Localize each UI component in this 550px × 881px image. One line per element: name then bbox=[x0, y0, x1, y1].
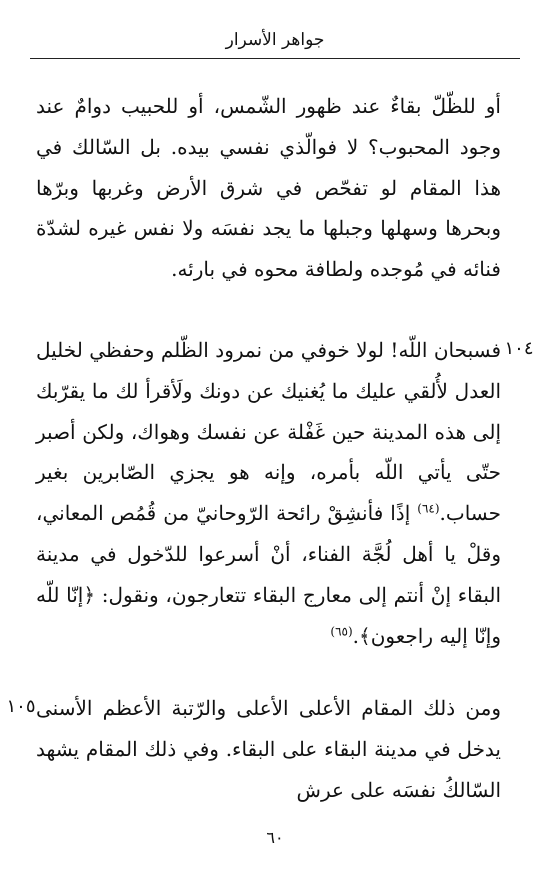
paragraph-text bbox=[36, 330, 501, 656]
running-header-title: جواهر الأسرار bbox=[225, 30, 325, 50]
paragraph-text-part: فسبحان اللّه! لولا خوفي من نمرود الظّلم وحفظي لخليل العدل لأُلقي عليك ما يُغنيك عن دونك ولَأقرأ لك ما يقرّبك إلى هذه المدينة حين غَفْلة عن نفسك وهواك، ولكن أصبر حتّى يأتي اللّه بأمره، وإنه هو يجزي الصّابرين بغير حساب. bbox=[36, 338, 501, 526]
paragraph-number: ١٠٥ bbox=[6, 696, 36, 717]
footnote-reference: (٦٤) bbox=[417, 501, 440, 516]
paragraph-104 bbox=[36, 330, 501, 656]
paragraph-105 bbox=[36, 688, 501, 810]
paragraph-text: ومن ذلك المقام الأعلى الأعلى والرّتبة الأعظم الأسنى يدخل في مدينة البقاء على البقاء. وفي ذلك المقام يشهد السّالكُ نفسَه على عرش bbox=[36, 696, 501, 802]
page-number: ٦٠ bbox=[266, 828, 284, 847]
paragraph-continuation bbox=[36, 86, 501, 290]
paragraph-text-part: إذًا فأنشِقْ رائحة الرّوحانيّ من قُمُص المعاني، وقلْ يا أهل لُجَّة الفناء، أنْ أسرعوا للدّخول في مدينة البقاء إنْ أنتم إلى معارج البقاء تتعارجون، ونقول: ﴿إنّا للّه وإنّا إليه راجعون﴾. bbox=[36, 501, 501, 648]
paragraph-number: ١٠٤ bbox=[504, 338, 534, 359]
footnote-reference: (٦٥) bbox=[330, 623, 353, 638]
paragraph-text: أو للظّلّ بقاءٌ عند ظهور الشّمس، أو للحبيب دوامٌ عند وجود المحبوب؟ لا فوالّذي نفسي بيده. بل السّالك في هذا المقام لو تفحّص في شرق الأرض وغربها وبرّها وبحرها وسهلها وجبلها ما يجد نفسَه ولا نفس غيره لشدّة فنائه في مُوجده ولطافة محوه في بارئه. bbox=[36, 94, 501, 282]
header-divider bbox=[30, 58, 520, 59]
